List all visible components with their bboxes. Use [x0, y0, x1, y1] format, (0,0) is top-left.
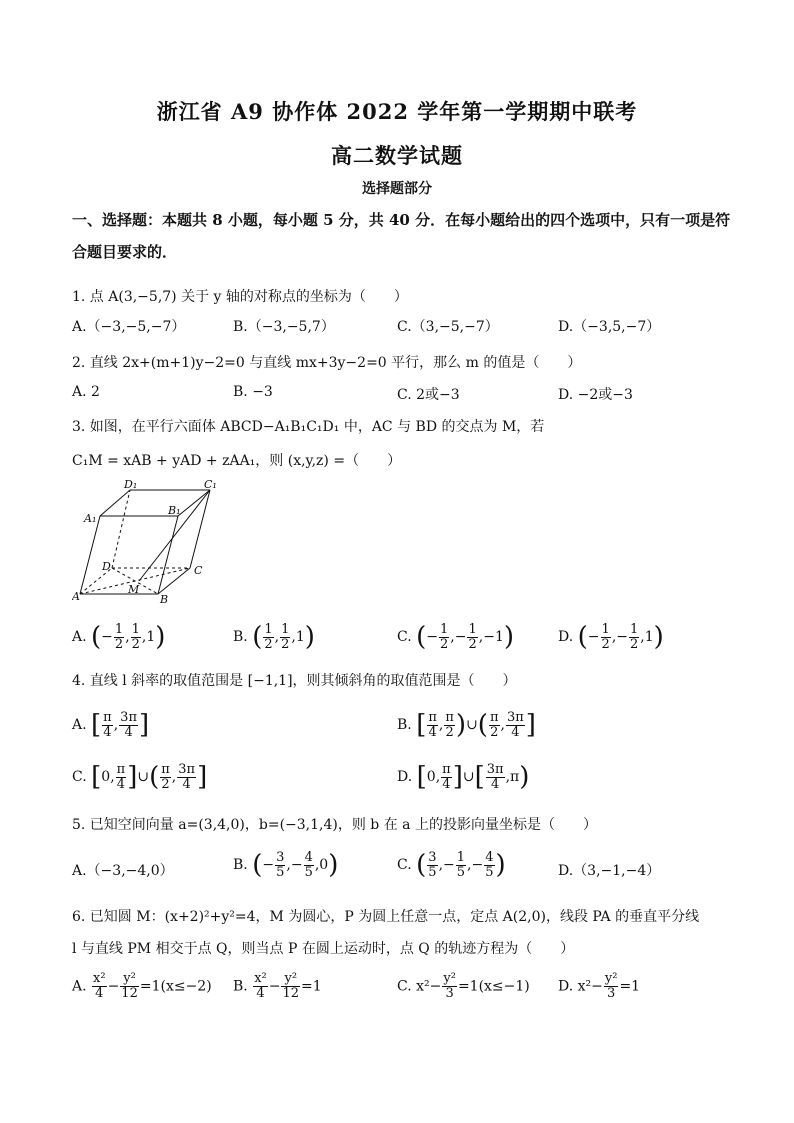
q2-option-d: D. −2或−3 — [558, 387, 633, 403]
q4-stem: 4. 直线 l 斜率的取值范围是 [−1,1]，则其倾斜角的取值范围是（ ） — [72, 673, 517, 689]
q3-stem-line1: 3. 如图，在平行六面体 ABCD−A₁B₁C₁D₁ 中，AC 与 BD 的交点为 M，若 — [72, 419, 545, 435]
q1-option-d: D.（−3,5,−7） — [558, 319, 661, 335]
q5-stem: 5. 已知空间向量 a=(3,4,0)，b=(−3,1,4)，则 b 在 a 上的投影向量坐标是（ ） — [72, 817, 597, 833]
label-A1: A₁ — [84, 512, 97, 525]
label-D1: D₁ — [124, 478, 138, 491]
q6-option-a: A. $\frac{\text{x²}}{4}$ − $\frac{\text{y²}}{12}$ =1(x≤−2) — [72, 971, 212, 1001]
label-D: D — [102, 560, 111, 573]
q4-option-d: D. [0, $\frac{\pi}{4}$ ]∪[ $\frac{3\pi}{4}$ ,π) — [397, 761, 530, 792]
q6-option-d: D. x²− $\frac{\text{y²}}{3}$ =1 — [558, 971, 641, 1001]
q2-option-c: C. 2或−3 — [397, 387, 460, 403]
q1-option-a: A.（−3,−5,−7） — [72, 319, 186, 335]
q1-stem: 1. 点 A(3,−5,7) 关于 y 轴的对称点的坐标为（ ） — [72, 289, 408, 305]
section-heading: 一、选择题：本题共 8 小题，每小题 5 分，共 40 分．在每小题给出的四个选项中，只有一项是符合题目要求的． — [72, 211, 731, 261]
q5-option-b: B. (− $\frac{3}{5}$ ,− $\frac{4}{5}$ ,0) — [233, 849, 339, 880]
q5-option-c: C. ( $\frac{3}{5}$ ,− $\frac{1}{5}$ ,− $\frac{4}{5}$ ) — [397, 849, 506, 880]
q1-option-b: B.（−3,−5,7） — [233, 319, 335, 335]
q4-option-c: C. [0, $\frac{\pi}{4}$ ]∪( $\frac{\pi}{2}$ , $\frac{3\pi}{4}$ ] — [72, 761, 208, 792]
label-B1: B₁ — [168, 504, 181, 517]
q4-option-a: A. [ $\frac{\pi}{4}$ , $\frac{3\pi}{4}$ ] — [72, 709, 150, 740]
q3-option-d: D. (− $\frac{1}{2}$ ,− $\frac{1}{2}$ ,1) — [558, 621, 664, 652]
q2-option-a: A. 2 — [72, 384, 100, 400]
q1-option-c: C.（3,−5,−7） — [397, 319, 499, 335]
label-A: A — [72, 590, 80, 603]
q5-option-a: A.（−3,−4,0） — [72, 863, 174, 879]
q6-option-b: B. $\frac{\text{x²}}{4}$ − $\frac{\text{y²}}{12}$ =1 — [233, 971, 322, 1001]
q3-option-c: C. (− $\frac{1}{2}$ ,− $\frac{1}{2}$ ,−1) — [397, 621, 515, 652]
label-M: M — [128, 583, 140, 596]
label-B: B — [160, 593, 169, 604]
q2-stem: 2. 直线 2x+(m+1)y−2=0 与直线 mx+3y−2=0 平行，那么 m 的值是（ ） — [72, 355, 582, 371]
q3-option-a: A. (− $\frac{1}{2}$ , $\frac{1}{2}$ ,1) — [72, 621, 166, 652]
q6-stem-line1: 6. 已知圆 M：(x+2)²+y²=4，M 为圆心，P 为圆上任意一点，定点 A(2,0)，线段 PA 的垂直平分线 — [72, 909, 700, 925]
exam-title: 浙江省 A9 协作体 2022 学年第一学期期中联考 — [156, 99, 638, 124]
parallelepiped-figure — [72, 478, 232, 604]
exam-subtitle: 高二数学试题 — [331, 143, 463, 168]
q3-option-b: B. ( $\frac{1}{2}$ , $\frac{1}{2}$ ,1) — [233, 621, 315, 652]
part-heading: 选择题部分 — [362, 181, 432, 197]
q4-option-b: B. [ $\frac{\pi}{4}$ , $\frac{\pi}{2}$ )∪( $\frac{\pi}{2}$ , $\frac{3\pi}{4}$ ] — [397, 709, 536, 740]
q5-option-d: D.（3,−1,−4） — [558, 863, 661, 879]
label-C1: C₁ — [204, 478, 217, 491]
q3-stem-line2: C₁M = xAB + yAD + zAA₁，则 (x,y,z) =（ ） — [72, 453, 402, 469]
q6-option-c: C. x²− $\frac{\text{y²}}{3}$ =1(x≤−1) — [397, 971, 530, 1001]
label-C: C — [194, 564, 203, 577]
q2-option-b: B. −3 — [233, 384, 273, 400]
q6-stem-line2: l 与直线 PM 相交于点 Q，则当点 P 在圆上运动时，点 Q 的轨迹方程为（ ） — [72, 941, 575, 957]
